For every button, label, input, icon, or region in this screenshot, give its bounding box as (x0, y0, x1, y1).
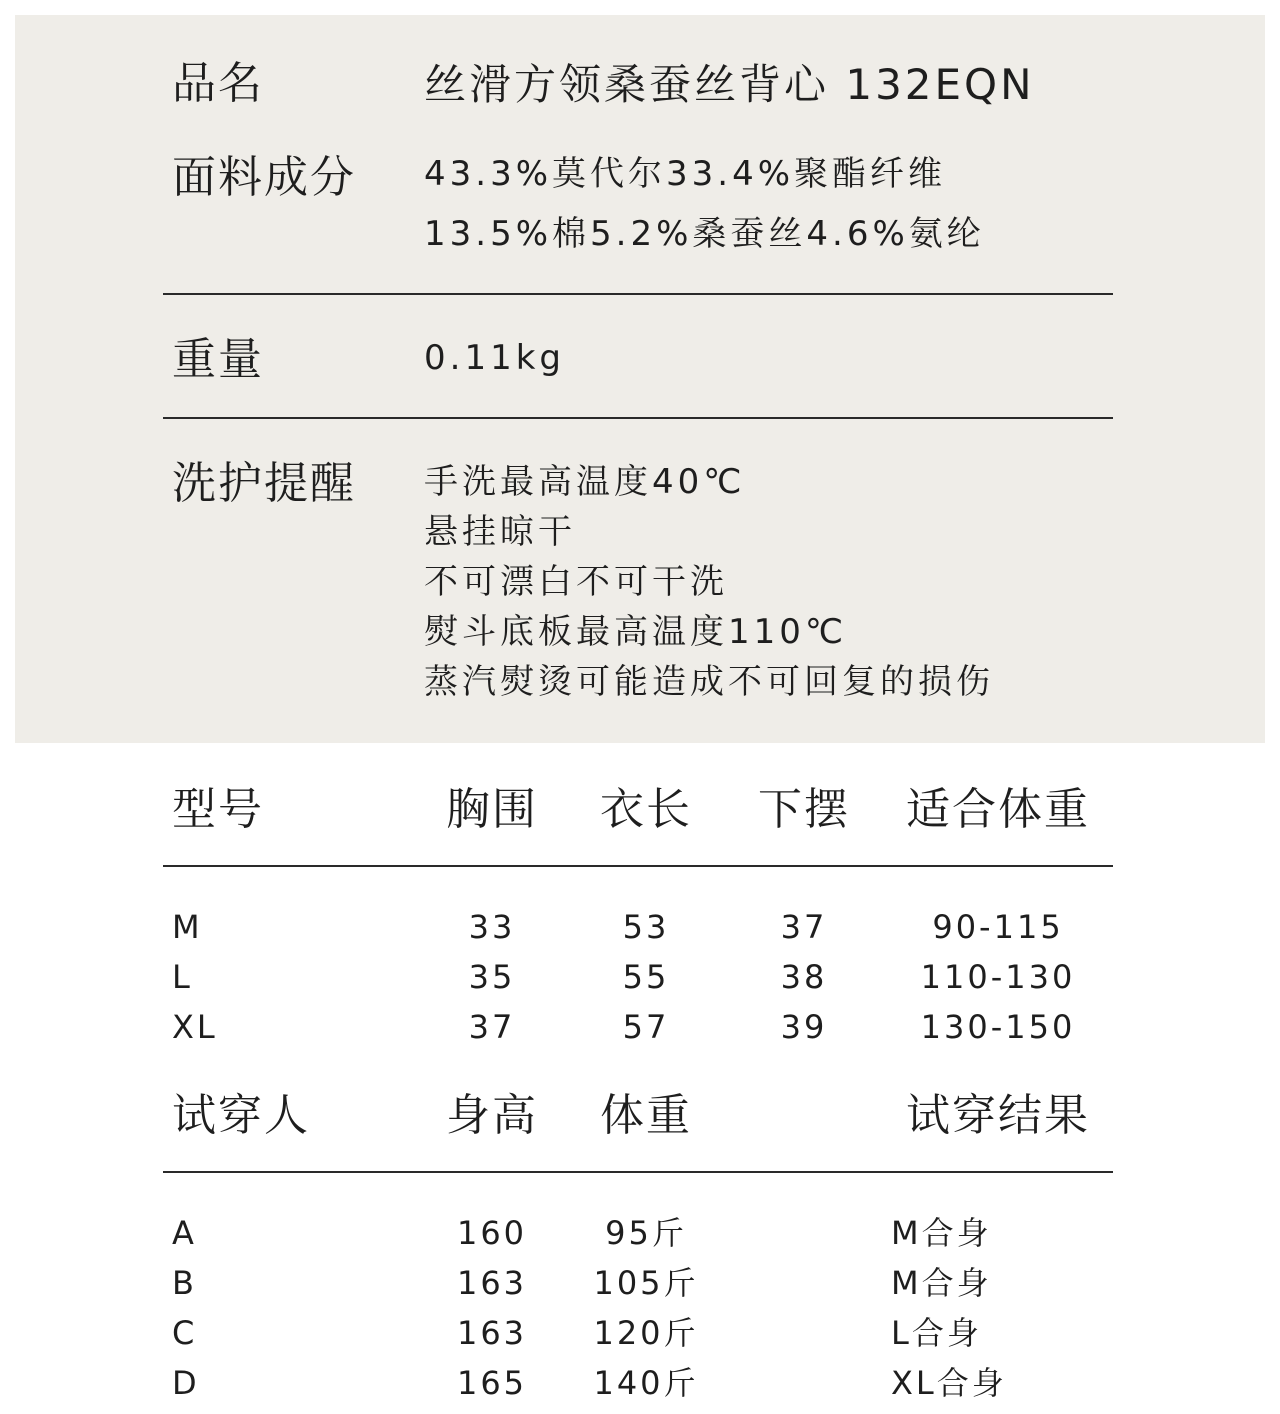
care-label: 洗护提醒 (172, 458, 356, 509)
fit-header-weight: 体重 (600, 1090, 692, 1141)
size-header-length: 衣长 (600, 784, 692, 835)
size-cell-model: XL (172, 1008, 218, 1046)
size-header-hem: 下摆 (758, 784, 850, 835)
fabric-line-1: 43.3%莫代尔33.4%聚酯纤维 (424, 154, 947, 194)
fit-cell-weight: 95斤 (605, 1214, 687, 1252)
fit-cell-tester: C (172, 1314, 198, 1352)
size-header-weight-range: 适合体重 (906, 784, 1090, 835)
divider (163, 417, 1113, 419)
size-cell-hem: 37 (780, 908, 828, 946)
care-item: 蒸汽熨烫可能造成不可回复的损伤 (424, 662, 994, 702)
size-cell-weight-range: 110-130 (920, 958, 1076, 996)
size-header-model: 型号 (172, 784, 264, 835)
fit-cell-height: 160 (456, 1214, 528, 1252)
size-cell-model: L (172, 958, 193, 996)
fabric-line-2: 13.5%棉5.2%桑蚕丝4.6%氨纶 (424, 214, 985, 254)
care-list (424, 462, 994, 715)
divider (163, 865, 1113, 867)
fit-cell-result: XL合身 (891, 1364, 1007, 1402)
size-cell-model: M (172, 908, 203, 946)
care-item: 不可漂白不可干洗 (424, 562, 728, 602)
divider (163, 1171, 1113, 1173)
size-cell-weight-range: 130-150 (920, 1008, 1076, 1046)
fit-cell-height: 165 (456, 1364, 528, 1402)
fit-cell-height: 163 (456, 1314, 528, 1352)
weight-label: 重量 (172, 334, 264, 385)
fit-cell-tester: D (172, 1364, 200, 1402)
fit-header-result: 试穿结果 (906, 1090, 1090, 1141)
fit-cell-weight: 120斤 (593, 1314, 699, 1352)
name-value: 丝滑方领桑蚕丝背心 132EQN (424, 60, 1035, 109)
size-cell-length: 57 (622, 1008, 670, 1046)
care-item: 悬挂晾干 (424, 512, 576, 552)
size-cell-hem: 38 (780, 958, 828, 996)
fit-header-tester: 试穿人 (172, 1090, 310, 1141)
size-cell-length: 55 (622, 958, 670, 996)
name-label: 品名 (172, 58, 264, 109)
size-header-chest: 胸围 (446, 784, 538, 835)
fit-cell-result: M合身 (891, 1214, 992, 1252)
fit-cell-result: M合身 (891, 1264, 992, 1302)
fit-cell-tester: B (172, 1264, 197, 1302)
size-cell-length: 53 (622, 908, 670, 946)
size-cell-chest: 37 (468, 1008, 516, 1046)
fabric-label: 面料成分 (172, 152, 356, 203)
divider (163, 293, 1113, 295)
care-item: 手洗最高温度40℃ (424, 462, 746, 502)
size-cell-chest: 33 (468, 908, 516, 946)
fit-header-height: 身高 (446, 1090, 538, 1141)
fit-cell-weight: 140斤 (593, 1364, 699, 1402)
fit-cell-result: L合身 (891, 1314, 982, 1352)
fit-cell-tester: A (172, 1214, 197, 1252)
weight-value: 0.11kg (424, 338, 565, 378)
fit-cell-height: 163 (456, 1264, 528, 1302)
care-item: 熨斗底板最高温度110℃ (424, 612, 848, 652)
fit-cell-weight: 105斤 (593, 1264, 699, 1302)
size-cell-chest: 35 (468, 958, 516, 996)
size-cell-weight-range: 90-115 (932, 908, 1064, 946)
size-cell-hem: 39 (780, 1008, 828, 1046)
